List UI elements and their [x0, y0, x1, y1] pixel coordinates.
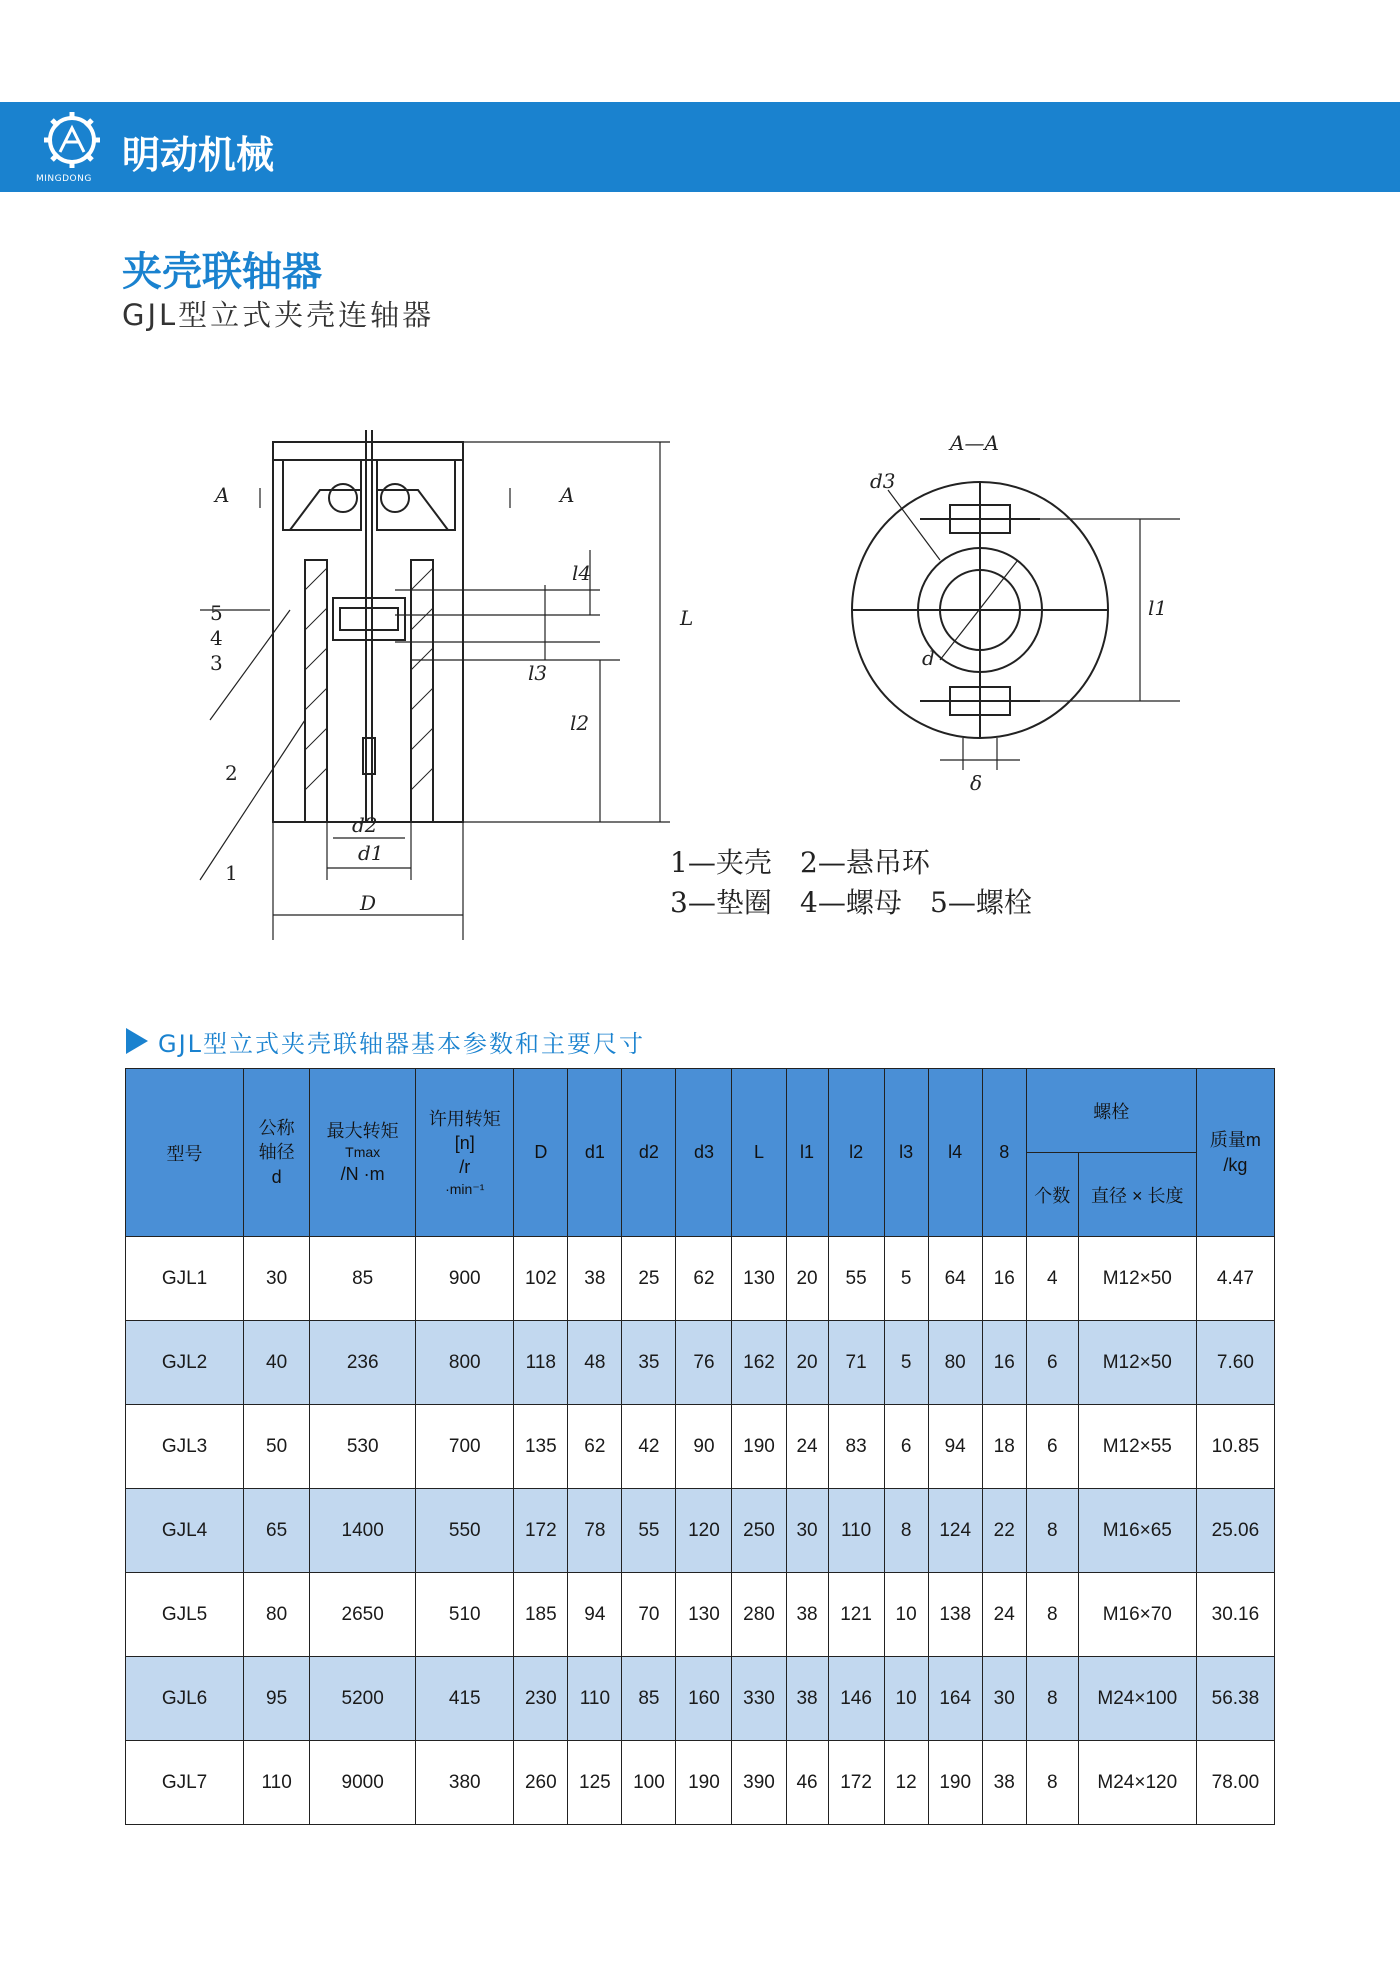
dim-label-d3: d3 — [870, 469, 896, 493]
table-cell: 162 — [732, 1321, 786, 1405]
dim-label-l1: l1 — [1148, 596, 1168, 620]
table-cell: 64 — [928, 1237, 982, 1321]
section-view — [852, 482, 1108, 738]
table-cell: 8 — [1026, 1489, 1078, 1573]
page-subtitle: GJL型立式夹壳连轴器 — [122, 298, 435, 332]
table-row — [126, 1237, 1275, 1321]
table-cell: 71 — [828, 1321, 884, 1405]
legend-item-3: 3—垫圈 — [670, 886, 772, 919]
header-delta: 8 — [982, 1069, 1026, 1237]
table-cell: 380 — [416, 1741, 514, 1825]
table-cell: 900 — [416, 1237, 514, 1321]
table-cell: 90 — [676, 1405, 732, 1489]
table-row — [126, 1657, 1275, 1741]
table-cell: GJL7 — [126, 1741, 244, 1825]
front-view — [273, 430, 463, 822]
table-cell: 6 — [884, 1405, 928, 1489]
table-cell: 76 — [676, 1321, 732, 1405]
table-section-title: GJL型立式夹壳联轴器基本参数和主要尺寸 — [158, 1029, 646, 1058]
table-cell: 185 — [514, 1573, 568, 1657]
table-cell: 550 — [416, 1489, 514, 1573]
table-cell: 70 — [622, 1573, 676, 1657]
section-view-title: A—A — [950, 431, 999, 455]
table-cell: 62 — [676, 1237, 732, 1321]
table-cell: 236 — [310, 1321, 416, 1405]
header-bolt: 螺栓 — [1026, 1069, 1196, 1153]
table-cell: 190 — [732, 1405, 786, 1489]
legend-item-4: 4—螺母 — [800, 886, 902, 919]
table-cell: 172 — [828, 1741, 884, 1825]
table-cell: 16 — [982, 1321, 1026, 1405]
header-l2: l2 — [828, 1069, 884, 1237]
hatch-lines — [305, 568, 433, 790]
section-mark-right: A — [560, 483, 575, 507]
table-cell: 5 — [884, 1321, 928, 1405]
table-cell: 30 — [982, 1657, 1026, 1741]
header-model: 型号 — [126, 1069, 244, 1237]
part-number-1: 1 — [225, 861, 238, 885]
table-cell: 94 — [568, 1573, 622, 1657]
logo-wordmark: MINGDONG — [36, 174, 92, 184]
table-cell: 700 — [416, 1405, 514, 1489]
table-cell: 30 — [786, 1489, 828, 1573]
table-cell: 78.00 — [1196, 1741, 1274, 1825]
table-cell: GJL6 — [126, 1657, 244, 1741]
table-cell: 110 — [244, 1741, 310, 1825]
table-cell: 250 — [732, 1489, 786, 1573]
table-cell: 5 — [884, 1237, 928, 1321]
header-max-torque: 最大转矩 Tmax /N ·m — [310, 1069, 416, 1237]
table-cell: 280 — [732, 1573, 786, 1657]
table-cell: 102 — [514, 1237, 568, 1321]
table-cell: 164 — [928, 1657, 982, 1741]
dim-label-D: D — [360, 891, 377, 915]
table-cell: 8 — [884, 1489, 928, 1573]
table-cell: 38 — [786, 1657, 828, 1741]
table-cell: 40 — [244, 1321, 310, 1405]
triangle-marker-icon — [126, 1028, 148, 1054]
header-bolt-count: 个数 — [1026, 1153, 1078, 1237]
table-cell: 12 — [884, 1741, 928, 1825]
table-cell: 800 — [416, 1321, 514, 1405]
header-D: D — [514, 1069, 568, 1237]
table-cell: 35 — [622, 1321, 676, 1405]
table-cell: 172 — [514, 1489, 568, 1573]
table-cell: M24×120 — [1078, 1741, 1196, 1825]
header-allowed-speed: 许用转矩 [n] /r ·min⁻¹ — [416, 1069, 514, 1237]
table-cell: 390 — [732, 1741, 786, 1825]
table-cell: 25.06 — [1196, 1489, 1274, 1573]
table-cell: 135 — [514, 1405, 568, 1489]
table-cell: GJL5 — [126, 1573, 244, 1657]
parameter-table — [125, 1068, 1275, 1825]
table-row — [126, 1321, 1275, 1405]
table-cell: 5200 — [310, 1657, 416, 1741]
table-cell: 24 — [982, 1573, 1026, 1657]
table-cell: 55 — [622, 1489, 676, 1573]
table-cell: 8 — [1026, 1741, 1078, 1825]
table-cell: 55 — [828, 1237, 884, 1321]
table-cell: 80 — [928, 1321, 982, 1405]
table-cell: 38 — [568, 1237, 622, 1321]
table-cell: 130 — [732, 1237, 786, 1321]
part-number-2: 2 — [225, 761, 238, 785]
table-cell: 146 — [828, 1657, 884, 1741]
table-cell: 25 — [622, 1237, 676, 1321]
dim-label-L: L — [680, 606, 694, 630]
part-number-5: 5 — [210, 601, 223, 625]
dim-label-l4: l4 — [572, 561, 592, 585]
table-cell: 2650 — [310, 1573, 416, 1657]
page-title: 夹壳联轴器 — [122, 249, 322, 295]
legend-item-2: 2—悬吊环 — [800, 846, 930, 879]
table-cell: 10 — [884, 1573, 928, 1657]
coupling-drawing — [180, 420, 1180, 960]
table-cell: 124 — [928, 1489, 982, 1573]
dim-label-d2: d2 — [352, 813, 378, 837]
table-cell: 1400 — [310, 1489, 416, 1573]
table-cell: 30 — [244, 1237, 310, 1321]
header-mass: 质量m /kg — [1196, 1069, 1274, 1237]
brand-name: 明动机械 — [122, 133, 275, 177]
table-cell: 20 — [786, 1237, 828, 1321]
table-cell: M12×50 — [1078, 1321, 1196, 1405]
table-row — [126, 1741, 1275, 1825]
table-cell: 121 — [828, 1573, 884, 1657]
table-cell: 4.47 — [1196, 1237, 1274, 1321]
table-cell: 83 — [828, 1405, 884, 1489]
table-cell: GJL1 — [126, 1237, 244, 1321]
header-d1: d1 — [568, 1069, 622, 1237]
table-cell: 95 — [244, 1657, 310, 1741]
table-cell: 110 — [828, 1489, 884, 1573]
table-cell: M12×50 — [1078, 1237, 1196, 1321]
table-cell: 50 — [244, 1405, 310, 1489]
table-cell: 7.60 — [1196, 1321, 1274, 1405]
table-cell: GJL2 — [126, 1321, 244, 1405]
table-cell: 100 — [622, 1741, 676, 1825]
table-cell: 85 — [622, 1657, 676, 1741]
table-cell: 78 — [568, 1489, 622, 1573]
table-cell: 330 — [732, 1657, 786, 1741]
table-cell: 110 — [568, 1657, 622, 1741]
part-number-4: 4 — [210, 626, 223, 650]
table-body — [126, 1237, 1275, 1825]
table-row — [126, 1489, 1275, 1573]
table-cell: 38 — [982, 1741, 1026, 1825]
table-cell: 120 — [676, 1489, 732, 1573]
dim-label-d: d — [922, 646, 935, 670]
header-bolt-size: 直径 × 长度 — [1078, 1153, 1196, 1237]
table-cell: 10.85 — [1196, 1405, 1274, 1489]
table-cell: 190 — [928, 1741, 982, 1825]
section-mark-left: A — [215, 483, 230, 507]
table-cell: 118 — [514, 1321, 568, 1405]
table-cell: M16×70 — [1078, 1573, 1196, 1657]
table-cell: GJL4 — [126, 1489, 244, 1573]
table-cell: 138 — [928, 1573, 982, 1657]
table-cell: 16 — [982, 1237, 1026, 1321]
legend-item-1: 1—夹壳 — [670, 846, 772, 879]
header-d2: d2 — [622, 1069, 676, 1237]
table-cell: 65 — [244, 1489, 310, 1573]
dim-label-l2: l2 — [570, 711, 590, 735]
header-d3: d3 — [676, 1069, 732, 1237]
table-cell: 24 — [786, 1405, 828, 1489]
table-cell: 85 — [310, 1237, 416, 1321]
dim-label-d1: d1 — [358, 841, 384, 865]
table-cell: 6 — [1026, 1405, 1078, 1489]
table-row — [126, 1405, 1275, 1489]
table-cell: 510 — [416, 1573, 514, 1657]
table-cell: GJL3 — [126, 1405, 244, 1489]
table-cell: 9000 — [310, 1741, 416, 1825]
table-cell: 42 — [622, 1405, 676, 1489]
table-cell: 125 — [568, 1741, 622, 1825]
table-cell: 230 — [514, 1657, 568, 1741]
table-cell: 530 — [310, 1405, 416, 1489]
table-cell: 190 — [676, 1741, 732, 1825]
table-cell: 18 — [982, 1405, 1026, 1489]
dim-label-l3: l3 — [528, 661, 548, 685]
header-shaft-diameter: 公称 轴径 d — [244, 1069, 310, 1237]
table-cell: 8 — [1026, 1573, 1078, 1657]
table-section-heading — [126, 1024, 645, 1058]
table-row — [126, 1573, 1275, 1657]
table-cell: M12×55 — [1078, 1405, 1196, 1489]
header-l1: l1 — [786, 1069, 828, 1237]
table-cell: 20 — [786, 1321, 828, 1405]
table-cell: 415 — [416, 1657, 514, 1741]
table-cell: 6 — [1026, 1321, 1078, 1405]
table-cell: 48 — [568, 1321, 622, 1405]
table-cell: 8 — [1026, 1657, 1078, 1741]
table-cell: 4 — [1026, 1237, 1078, 1321]
header-banner — [0, 102, 1400, 192]
table-cell: 160 — [676, 1657, 732, 1741]
table-cell: 94 — [928, 1405, 982, 1489]
table-cell: 80 — [244, 1573, 310, 1657]
legend-item-5: 5—螺栓 — [930, 886, 1032, 919]
table-cell: M16×65 — [1078, 1489, 1196, 1573]
table-cell: 30.16 — [1196, 1573, 1274, 1657]
dim-label-delta: δ — [970, 771, 983, 795]
header-L: L — [732, 1069, 786, 1237]
table-cell: 10 — [884, 1657, 928, 1741]
table-cell: 62 — [568, 1405, 622, 1489]
table-cell: 22 — [982, 1489, 1026, 1573]
table-cell: 38 — [786, 1573, 828, 1657]
table-cell: M24×100 — [1078, 1657, 1196, 1741]
header-l4: l4 — [928, 1069, 982, 1237]
table-cell: 46 — [786, 1741, 828, 1825]
table-cell: 56.38 — [1196, 1657, 1274, 1741]
table-cell: 130 — [676, 1573, 732, 1657]
part-number-3: 3 — [210, 651, 223, 675]
header-l3: l3 — [884, 1069, 928, 1237]
table-cell: 260 — [514, 1741, 568, 1825]
